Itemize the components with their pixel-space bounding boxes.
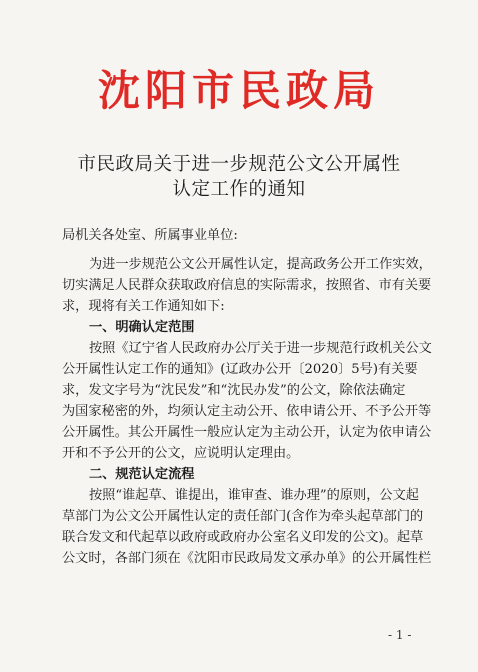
page-number: - 1 - <box>388 628 412 642</box>
paragraph-line: 联合发文和代起草以政府或政府办公室名义印发的公文)。起草 <box>62 530 424 545</box>
document-body <box>62 225 432 569</box>
section-heading-1: 一、明确认定范围 <box>89 320 195 335</box>
title-line-1: 市民政局关于进一步规范公文公开属性 <box>77 154 401 175</box>
section-heading-2: 二、规范认定流程 <box>89 467 195 482</box>
paragraph-line: 求，发文字号为“沈民发”和“沈民办发”的公文，除依法确定 <box>62 383 406 398</box>
paragraph-line: 开和不予公开的公文，应说明认定理由。 <box>62 446 300 461</box>
salutation: 局机关各处室、所属事业单位: <box>62 228 238 243</box>
paragraph-line: 求，现将有关工作通知如下: <box>62 299 225 314</box>
paragraph-line: 切实满足人民群众获取政府信息的实际需求，按照省、市有关要 <box>62 278 432 293</box>
paragraph-line: 公文时，各部门须在《沈阳市民政局发文承办单》的公开属性栏 <box>62 551 432 566</box>
paragraph-line: 为进一步规范公文公开属性认定，提高政务公开工作实效， <box>89 257 432 272</box>
paragraph-line: 为国家秘密的外，均须认定主动公开、依申请公开、不予公开等 <box>62 404 432 419</box>
masthead-org-name: 沈阳市民政局 <box>97 66 380 115</box>
title-line-2: 认定工作的通知 <box>172 179 306 200</box>
paragraph-line: 公开属性。其公开属性一般应认定为主动公开，认定为依申请公 <box>62 425 432 440</box>
paragraph-line: 按照《辽宁省人民政府办公厅关于进一步规范行政机关公文 <box>89 341 432 356</box>
paragraph-line: 公开属性认定工作的通知》(辽政办公开〔2020〕5号)有关要 <box>62 362 418 377</box>
paragraph-line: 按照“谁起草、谁提出，谁审查、谁办理”的原则，公文起 <box>89 488 419 503</box>
document-title <box>0 152 478 202</box>
paragraph-line: 草部门为公文公开属性认定的责任部门(含作为牵头起草部门的 <box>62 509 424 524</box>
